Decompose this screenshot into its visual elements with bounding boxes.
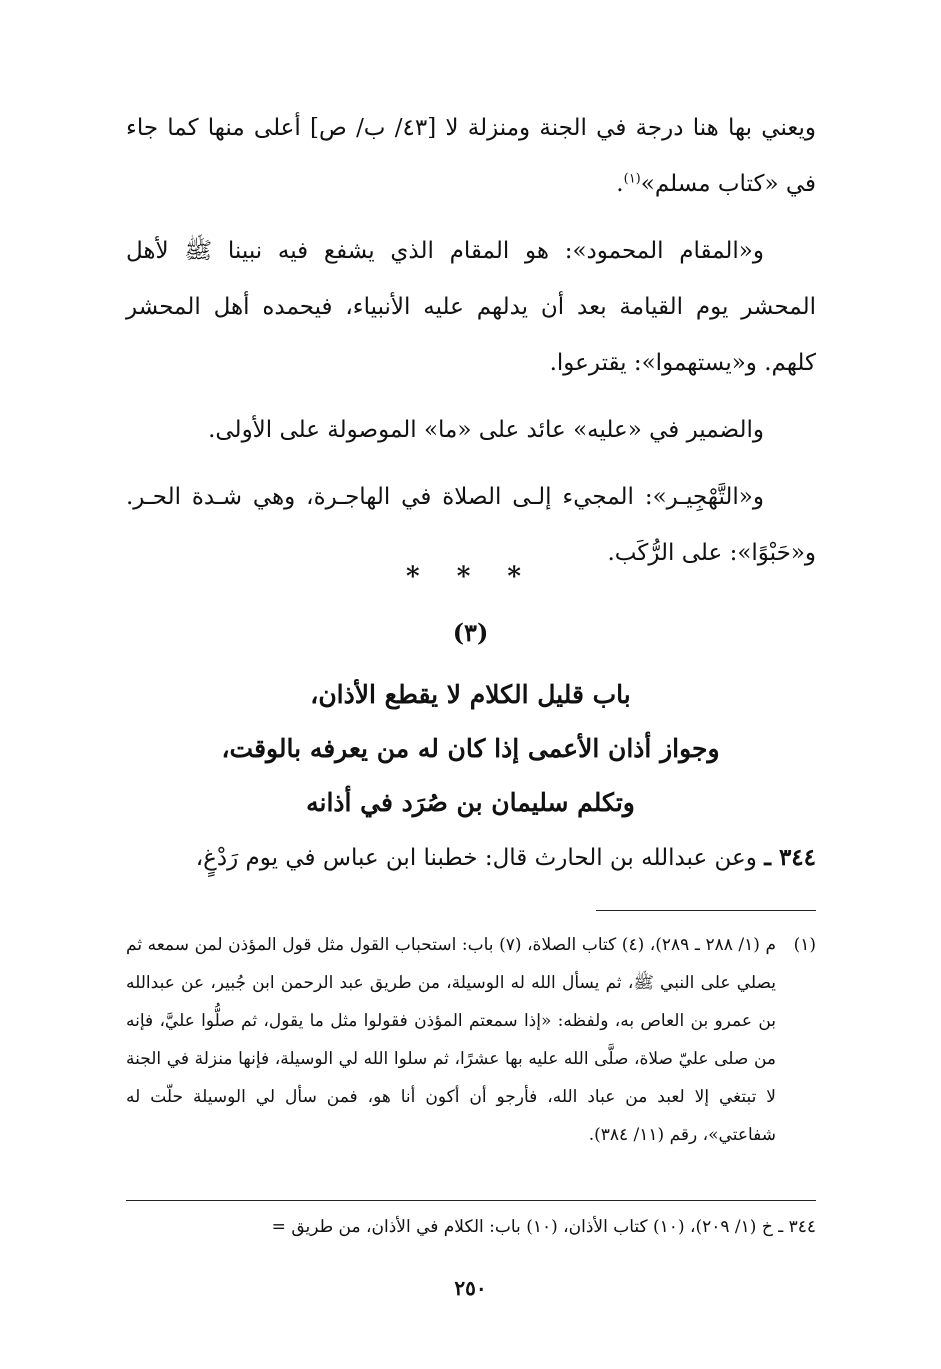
footnote-1	[126, 926, 816, 1154]
chapter-title	[0, 668, 941, 830]
footnote-1-marker: (١)	[793, 935, 816, 955]
chapter-title-line-2: وجواز أذان الأعمى إذا كان له من يعرفه بالوقت،	[221, 734, 720, 763]
chapter-title-line-3: وتكلم سليمان بن صُرَد في أذانه	[306, 788, 635, 817]
footnote-divider-2	[126, 1200, 816, 1201]
footnote-344: ٣٤٤ ـ خ (١/ ٢٠٩)، (١٠) كتاب الأذان، (١٠) باب: الكلام في الأذان، من طريق =	[271, 1217, 816, 1237]
section-separator: * * *	[406, 562, 535, 592]
main-text	[126, 100, 816, 592]
footnote-1-text: م (١/ ٢٨٨ ـ ٢٨٩)، (٤) كتاب الصلاة، (٧) باب: استحباب القول مثل قول المؤذن لمن سمعه ثم يصلي على النبي ﷺ، ثم يسأل الله له الوسيلة، من طريق عبد الرحمن ابن جُبير، عن عبدالله بن عمرو بن العاص به، ولفظه: «إذا سمعتم المؤذن فقولوا مثل ما يقول، ثم صلُّوا عليَّ، فإنه من صلى عليّ صلاة، صلَّى الله عليه بها عشرًا، ثم سلوا الله لي الوسيلة، فإنها منزلة في الجنة لا تبتغي إلا لعبد من عباد الله، فأرجو أن أكون أنا هو، فمن سأل لي الوسيلة حلّت له شفاعتي»، رقم (١١/ ٣٨٤).	[126, 935, 777, 1145]
paragraph-4: و«التَّهْجِيـر»: المجيء إلـى الصلاة في الهاجـرة، وهي شـدة الحـر. و«حَبْوًا»: على الرُّكَب.	[126, 484, 816, 566]
paragraph-1	[126, 100, 816, 212]
hadith-number: ٣٤٤ ـ	[764, 844, 816, 871]
hadith-entry	[126, 836, 816, 880]
paragraph-1-end: .	[616, 171, 624, 197]
chapter-title-line-1: باب قليل الكلام لا يقطع الأذان،	[310, 680, 631, 709]
paragraph-2: و«المقام المحمود»: هو المقام الذي يشفع فيه نبينا ﷺ لأهل المحشر يوم القيامة بعد أن يدلهم عليه الأنبياء، فيحمده أهل المحشر كلهم. و«يستهموا»: يقترعوا.	[126, 238, 816, 376]
paragraph-1-text: ويعني بها هنا درجة في الجنة ومنزلة لا [٤٣/ ب/ ص] أعلى منها كما جاء في «كتاب مسلم»	[126, 115, 817, 197]
footnotes	[126, 926, 816, 1154]
page-number: ٢٥٠	[454, 1276, 487, 1300]
paragraph-3: والضمير في «عليه» عائد على «ما» الموصولة على الأولى.	[208, 417, 764, 443]
footnote-divider	[596, 910, 816, 911]
hadith-text: وعن عبدالله بن الحارث قال: خطبنا ابن عباس في يوم رَدْغٍ،	[195, 845, 757, 871]
chapter-number: (٣)	[452, 618, 489, 647]
footnote-reference[interactable]: (١)	[623, 171, 641, 187]
